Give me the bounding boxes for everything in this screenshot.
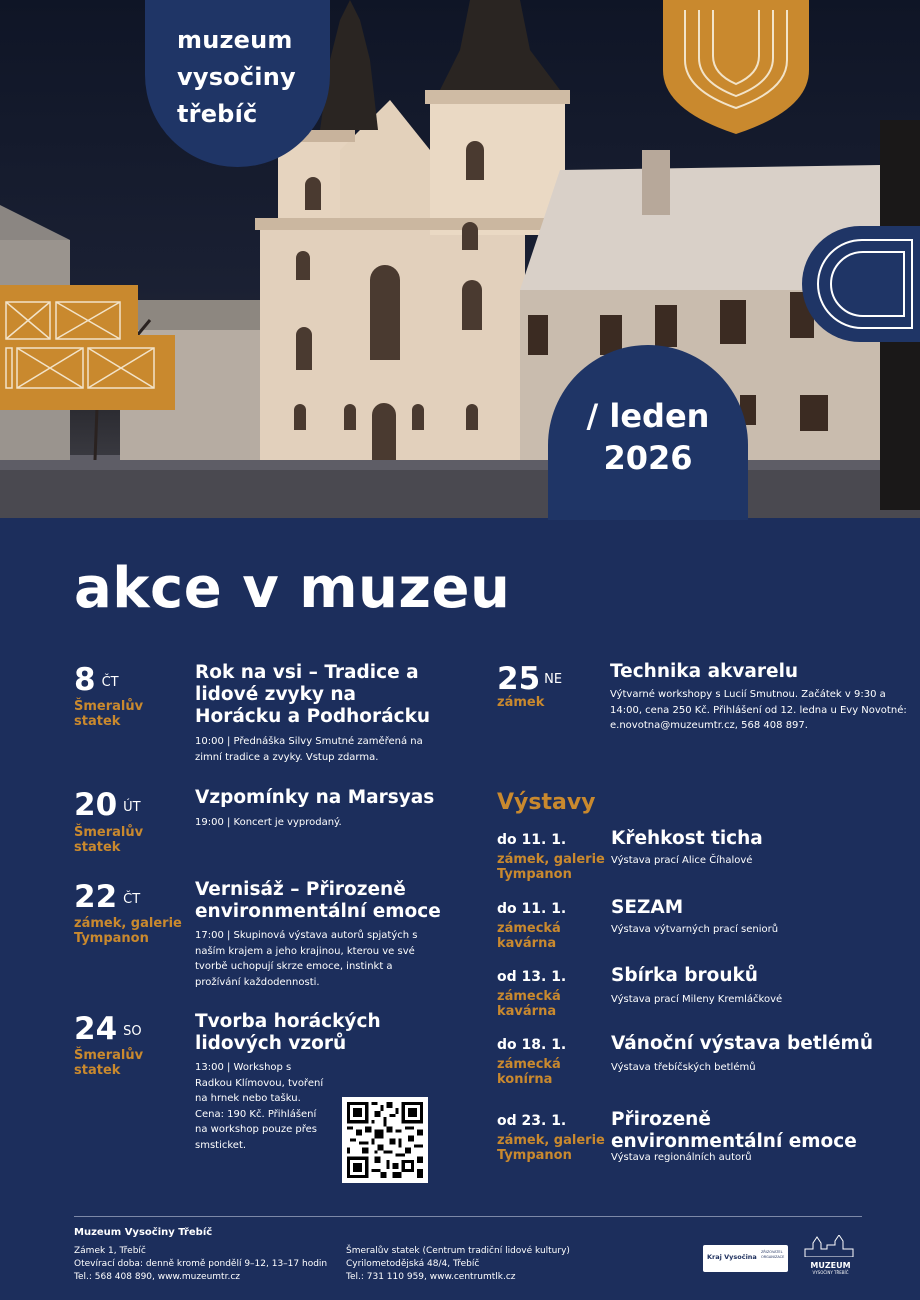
event-title: Vzpomínky na Marsyas [195, 787, 435, 808]
exhibition-date: od 23. 1. [497, 1113, 567, 1129]
kraj-vysocina-logo[interactable]: Kraj Vysočina ZŘIZOVATEL ORGANIZACE [703, 1245, 788, 1272]
event-place: Šmeralův statek [74, 825, 144, 855]
qr-code-icon [347, 1102, 423, 1178]
event-desc: 13:00 | Workshop s Radkou Klímovou, tvoření na hrnek nebo tašku. Cena: 190 Kč. Přihlášení na workshop pouze přes smsticket. [195, 1062, 324, 1151]
event-desc: 17:00 | Skupinová výstava autorů spjatých s naším krajem a jeho krajinou, kterou ve své tvorbě uchopují skrze emoce, instinkt a prožívání každodennosti. [195, 930, 418, 988]
event-place: Šmeralův statek [74, 1048, 144, 1078]
exhibition-item [497, 828, 877, 887]
exhibition-desc: Výstava třebíčských betlémů [611, 1062, 756, 1073]
exhibition-title: Přirozeně environmentální emoce [611, 1109, 857, 1152]
castle-icon [803, 1235, 858, 1257]
exhibition-date: do 18. 1. [497, 1037, 567, 1053]
pattern-crosses-decoration [0, 285, 180, 410]
exhibition-title: Křehkost ticha [611, 828, 763, 849]
exhibition-desc: Výstava prací Alice Číhalové [611, 855, 753, 866]
exhibition-title: Vánoční výstava betlémů [611, 1033, 873, 1054]
exhibition-date: do 11. 1. [497, 901, 567, 917]
event-place: zámek [497, 695, 545, 710]
exhibition-desc: Výstava výtvarných prací seniorů [611, 924, 779, 935]
event-day: 8 ČT [74, 662, 119, 698]
footer-address-statek: Šmeralův statek (Centrum tradiční lidové kultury) Cyrilometodějská 48/4, Třebíč Tel.: 731 110 959, www.centrumtlk.cz [346, 1246, 570, 1282]
event-day: 22 ČT [74, 879, 141, 915]
exhibitions-heading: Výstavy [497, 790, 596, 815]
footer-address-museum: Zámek 1, Třebíč Otevírací doba: denně kromě pondělí 9–12, 13–17 hodin Tel.: 568 408 890, www.muzeumtr.cz [74, 1246, 328, 1282]
event-desc: 19:00 | Koncert je vyprodaný. [195, 817, 342, 828]
event-desc: Výtvarné workshopy s Lucií Smutnou. Začátek v 9:30 a 14:00, cena 250 Kč. Přihlášení od 12. ledna u Evy Novotné: e.novotna@muzeumtr.cz, 568 408 897. [610, 689, 907, 731]
year-label: 2026 [603, 439, 693, 477]
exhibition-desc: Výstava prací Mileny Kremláčkové [611, 994, 783, 1005]
exhibition-item [497, 1109, 877, 1173]
event-item [497, 661, 907, 751]
footer-link-museum[interactable]: Tel.: 568 408 890, www.muzeumtr.cz [74, 1272, 240, 1282]
event-item [74, 879, 454, 994]
exhibition-item [497, 965, 877, 1024]
event-item [74, 787, 454, 857]
exhibition-item [497, 897, 877, 956]
event-title: Rok na vsi – Tradice a lidové zvyky na Horácku a Podhorácku [195, 662, 431, 727]
footer-org-name: Muzeum Vysočiny Třebíč [74, 1227, 213, 1238]
exhibition-title: Sbírka brouků [611, 965, 758, 986]
exhibition-place: zámecká kavárna [497, 921, 561, 951]
exhibition-item [497, 1033, 877, 1092]
footer-link-statek[interactable]: Tel.: 731 110 959, www.centrumtlk.cz [346, 1272, 516, 1282]
logo-line-3: třebíč [177, 100, 258, 128]
exhibition-place: zámecká kavárna [497, 989, 561, 1019]
qr-code[interactable] [342, 1097, 428, 1183]
event-place: zámek, galerie Tympanon [74, 916, 182, 946]
month-label: / leden [586, 397, 710, 435]
exhibition-place: zámek, galerie Tympanon [497, 1133, 605, 1163]
exhibition-place: zámecká konírna [497, 1057, 561, 1087]
footer-divider [74, 1216, 862, 1217]
museum-footer-logo[interactable]: MUZEUM VYSOČINY TŘEBÍČ [803, 1235, 858, 1275]
event-day: 20 ÚT [74, 787, 141, 823]
exhibition-date: do 11. 1. [497, 832, 567, 848]
exhibition-desc: Výstava regionálních autorů [611, 1152, 752, 1163]
exhibition-date: od 13. 1. [497, 969, 567, 985]
arch-emblem-icon [800, 226, 920, 342]
event-item [74, 662, 454, 772]
event-place: Šmeralův statek [74, 699, 144, 729]
event-title: Tvorba horáckých lidových vzorů [195, 1011, 381, 1054]
event-title: Technika akvarelu [610, 661, 799, 682]
event-desc: 10:00 | Přednáška Silvy Smutné zaměřená na zimní tradice a zvyky. Vstup zdarma. [195, 736, 423, 763]
logo-line-2: vysočiny [177, 63, 296, 91]
event-title: Vernisáž – Přirozeně environmentální emoce [195, 879, 441, 922]
event-day: 24 SO [74, 1011, 142, 1047]
page-title: akce v muzeu [74, 556, 511, 621]
logo-line-1: muzeum [177, 26, 293, 54]
exhibition-title: SEZAM [611, 897, 684, 918]
shield-emblem-icon [663, 0, 809, 135]
exhibition-place: zámek, galerie Tympanon [497, 852, 605, 882]
event-day: 25 NE [497, 661, 563, 697]
